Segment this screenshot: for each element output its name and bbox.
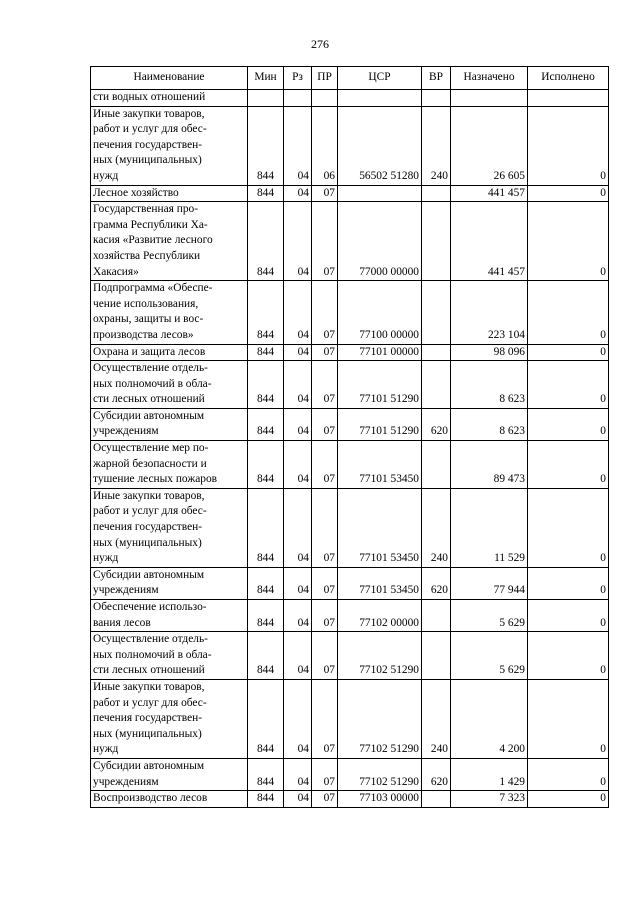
cell-name [91,488,248,567]
table-row [91,791,609,808]
cell-name-line: ных полномочий в обла- [93,648,212,661]
cell-min: 844 [248,185,284,202]
cell-name-line: нужд [93,743,119,756]
cell-name [91,281,248,344]
cell-name-line: учреждениям [93,425,159,438]
table-body [91,90,609,808]
cell-pr: 07 [312,791,338,808]
cell-name-line: жарной безопасности и [93,457,207,470]
page-number: 276 [311,37,329,51]
cell-min: 844 [248,344,284,361]
cell-pr: 07 [312,281,338,344]
cell-assigned: 5 629 [451,600,528,632]
cell-assigned: 441 457 [451,185,528,202]
cell-pr: 07 [312,344,338,361]
cell-pr: 07 [312,567,338,599]
cell-csr: 77101 51290 [338,361,422,409]
cell-name-line: печения государствен- [93,521,203,534]
cell-rz: 04 [284,185,312,202]
cell-rz: 04 [284,791,312,808]
table-row [91,106,609,185]
cell-name-line: работ и услуг для обес- [93,505,207,518]
cell-csr: 77000 00000 [338,202,422,281]
cell-assigned: 8 623 [451,361,528,409]
cell-name-line: производства лесов» [93,328,194,341]
cell-name [91,600,248,632]
cell-rz: 04 [284,632,312,680]
cell-pr: 07 [312,600,338,632]
cell-pr [312,90,338,107]
cell-name-line: Иные закупки товаров, [93,107,205,120]
cell-name-line: Обеспечение использо- [93,601,207,613]
cell-vr [422,281,451,344]
header-csr: ЦСР [338,67,422,90]
cell-name [91,185,248,202]
cell-name-line: Хакасия» [93,265,139,278]
cell-csr: 77102 51290 [338,758,422,790]
cell-name-line: Субсидии автономным [93,759,205,772]
cell-name-line: работ и услуг для обес- [93,696,207,709]
table-row [91,758,609,790]
cell-min: 844 [248,361,284,409]
cell-min: 844 [248,567,284,599]
cell-vr: 240 [422,679,451,758]
cell-name-line: нужд [93,169,119,182]
cell-csr: 77101 51290 [338,408,422,440]
cell-rz: 04 [284,344,312,361]
cell-min: 844 [248,281,284,344]
cell-min: 844 [248,679,284,758]
table-row [91,202,609,281]
cell-executed: 0 [528,202,609,281]
cell-name-line: вания лесов [93,616,151,629]
header-rz: Рз [284,67,312,90]
cell-pr: 07 [312,361,338,409]
cell-executed: 0 [528,632,609,680]
cell-pr: 07 [312,441,338,489]
cell-assigned: 89 473 [451,441,528,489]
header-pr: ПР [312,67,338,90]
cell-name-line: печения государствен- [93,712,203,725]
table-row [91,344,609,361]
cell-name [91,202,248,281]
cell-name-line: нужд [93,552,119,565]
cell-name-line: касия «Развитие лесного [93,234,213,247]
cell-name-line: Лесное хозяйство [93,186,179,199]
cell-name-line: тушение лесных пожаров [93,473,218,486]
cell-assigned: 98 096 [451,344,528,361]
cell-csr: 77101 53450 [338,567,422,599]
cell-name [91,679,248,758]
cell-min: 844 [248,791,284,808]
cell-min: 844 [248,600,284,632]
cell-name-line: сти лесных отношений [93,664,205,677]
cell-name [91,632,248,680]
cell-name [91,90,248,107]
cell-assigned: 26 605 [451,106,528,185]
cell-rz: 04 [284,106,312,185]
cell-vr [422,600,451,632]
table-row [91,679,609,758]
cell-csr: 77101 53450 [338,488,422,567]
cell-pr: 07 [312,185,338,202]
cell-csr: 77102 51290 [338,632,422,680]
cell-executed: 0 [528,361,609,409]
cell-pr: 07 [312,632,338,680]
cell-executed: 0 [528,758,609,790]
cell-min: 844 [248,632,284,680]
cell-vr [422,632,451,680]
cell-csr: 77101 53450 [338,441,422,489]
cell-name-line: Государственная про- [93,203,199,216]
cell-csr: 77102 51290 [338,679,422,758]
cell-name-line: ных (муниципальных) [93,727,202,740]
cell-name-line: чение использования, [93,297,199,310]
cell-min: 844 [248,106,284,185]
cell-name-line: учреждениям [93,584,159,597]
cell-name-line: печения государствен- [93,138,203,151]
cell-vr [422,185,451,202]
table-row [91,488,609,567]
cell-executed: 0 [528,567,609,599]
cell-assigned: 8 623 [451,408,528,440]
cell-executed: 0 [528,679,609,758]
cell-executed: 0 [528,600,609,632]
cell-vr [422,202,451,281]
cell-name-line: Иные закупки товаров, [93,680,205,693]
cell-name-line: хозяйства Республики [93,249,201,262]
cell-min [248,90,284,107]
cell-csr [338,185,422,202]
table-row [91,281,609,344]
cell-assigned: 4 200 [451,679,528,758]
cell-name [91,441,248,489]
cell-vr: 240 [422,106,451,185]
cell-name [91,791,248,808]
cell-rz [284,90,312,107]
cell-rz: 04 [284,441,312,489]
cell-min: 844 [248,441,284,489]
table-row [91,600,609,632]
cell-name-line: грамма Республики Ха- [93,218,208,231]
cell-rz: 04 [284,758,312,790]
cell-executed: 0 [528,791,609,808]
table-row [91,567,609,599]
table-row [91,90,609,107]
cell-executed: 0 [528,344,609,361]
cell-rz: 04 [284,488,312,567]
cell-executed: 0 [528,185,609,202]
cell-min: 844 [248,408,284,440]
cell-executed: 0 [528,488,609,567]
cell-vr [422,361,451,409]
cell-assigned: 7 323 [451,791,528,808]
cell-vr: 620 [422,758,451,790]
header-assigned: Назначено [451,67,528,90]
cell-name-line: ных полномочий в обла- [93,377,212,390]
cell-executed: 0 [528,441,609,489]
cell-assigned: 5 629 [451,632,528,680]
table-row [91,408,609,440]
cell-name [91,408,248,440]
cell-rz: 04 [284,600,312,632]
budget-table [90,66,609,808]
cell-pr: 07 [312,488,338,567]
cell-name-line: учреждениям [93,775,159,788]
cell-pr: 07 [312,679,338,758]
cell-name-line: сти лесных отношений [93,393,205,406]
cell-rz: 04 [284,202,312,281]
cell-min: 844 [248,202,284,281]
cell-min: 844 [248,758,284,790]
cell-csr: 77103 00000 [338,791,422,808]
cell-assigned: 1 429 [451,758,528,790]
cell-name-line: Осуществление отдель- [93,362,208,375]
cell-csr [338,90,422,107]
header-row [91,67,609,90]
cell-vr: 240 [422,488,451,567]
cell-min: 844 [248,488,284,567]
cell-csr: 77101 00000 [338,344,422,361]
cell-name-line: работ и услуг для обес- [93,123,207,136]
cell-name-line: ных (муниципальных) [93,154,202,167]
header-name: Наименование [91,67,248,90]
cell-name-line: Субсидии автономным [93,568,205,581]
cell-rz: 04 [284,567,312,599]
cell-pr: 07 [312,202,338,281]
cell-pr: 06 [312,106,338,185]
header-executed: Исполнено [528,67,609,90]
cell-vr: 620 [422,567,451,599]
cell-assigned [451,90,528,107]
cell-name-line: ных (муниципальных) [93,536,202,549]
cell-assigned: 223 104 [451,281,528,344]
table-row [91,441,609,489]
cell-vr [422,791,451,808]
table-row [91,632,609,680]
cell-name-line: охраны, защиты и вос- [93,313,204,326]
header-vr: ВР [422,67,451,90]
cell-name [91,567,248,599]
table-row [91,361,609,409]
cell-rz: 04 [284,679,312,758]
cell-pr: 07 [312,408,338,440]
cell-executed: 0 [528,408,609,440]
cell-name [91,344,248,361]
cell-name-line: сти водных отношений [93,91,206,103]
cell-rz: 04 [284,361,312,409]
cell-name-line: Осуществление мер по- [93,442,209,455]
cell-vr [422,344,451,361]
cell-csr: 77100 00000 [338,281,422,344]
cell-name-line: Осуществление отдель- [93,633,208,646]
cell-executed: 0 [528,106,609,185]
cell-name [91,106,248,185]
cell-csr: 77102 00000 [338,600,422,632]
cell-assigned: 441 457 [451,202,528,281]
cell-name-line: Подпрограмма «Обеспе- [93,282,213,295]
cell-name [91,361,248,409]
cell-assigned: 77 944 [451,567,528,599]
table-row [91,185,609,202]
cell-vr [422,90,451,107]
cell-executed [528,90,609,107]
cell-pr: 07 [312,758,338,790]
cell-csr: 56502 51280 [338,106,422,185]
cell-name-line: Воспроизводство лесов [93,792,208,805]
cell-assigned: 11 529 [451,488,528,567]
cell-rz: 04 [284,281,312,344]
cell-executed: 0 [528,281,609,344]
cell-name-line: Иные закупки товаров, [93,489,205,502]
cell-name-line: Охрана и защита лесов [93,345,206,358]
cell-name [91,758,248,790]
cell-vr [422,441,451,489]
cell-vr: 620 [422,408,451,440]
cell-name-line: Субсидии автономным [93,409,205,422]
header-min: Мин [248,67,284,90]
cell-rz: 04 [284,408,312,440]
